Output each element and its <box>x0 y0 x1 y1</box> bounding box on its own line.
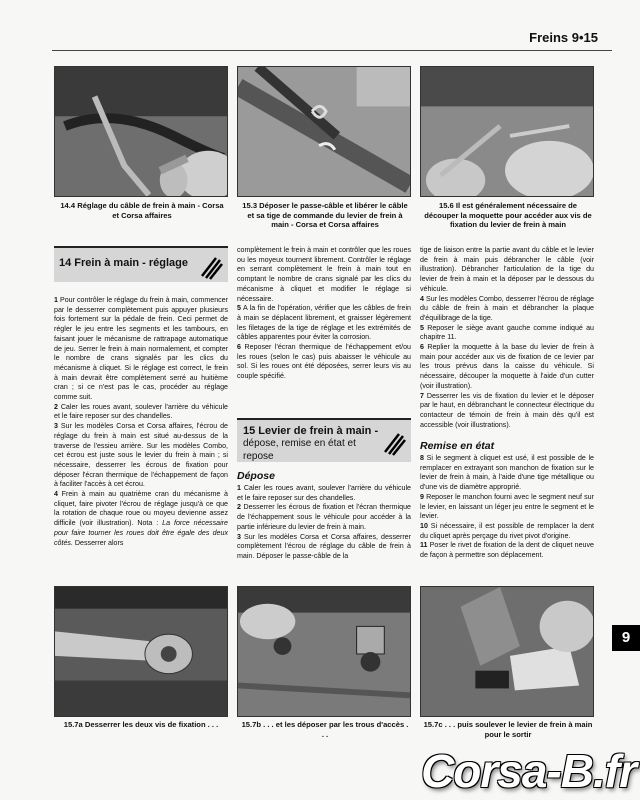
subheading-depose: Dépose <box>237 470 275 482</box>
paragraph-15-3: 3 Sur les modèles Corsa et Corsa affaires, desserrer complètement l'écrou de réglage du câble de frein à main. Déposer le passe-câble de la <box>237 532 411 560</box>
page-title: Freins 9•15 <box>529 30 598 45</box>
photo-14-4 <box>54 66 228 197</box>
paragraph-15-5: 5 Reposer le siège avant gauche comme indiqué au chapitre 11. <box>420 323 594 342</box>
paragraph-14-2: 2 Caler les roues avant, soulever l'arrière du véhicule et le faire reposer sur des chandelles. <box>54 402 228 421</box>
paragraph-14-4: 4 Frein à main au quatrième cran du mécanisme à cliquet, faire pivoter l'écrou de réglage jusqu'à ce que la rotation de chaque roue ou moyeu devienne assez difficile (voir illustration). Nota : La force nécessaire pour faire tourner les roues doit être égale des deux côtés. Desserrer alors <box>54 490 228 547</box>
photo-15-3 <box>237 66 411 197</box>
column-3-remise <box>420 454 594 561</box>
watermark-logo: Corsa-B.fr <box>421 745 636 797</box>
photo-15-7c <box>420 586 594 717</box>
caption-14-4: 14.4 Réglage du câble de frein à main - Corsa et Corsa affaires <box>60 201 224 220</box>
caption-15-7c: 15.7c . . . puis soulever le levier de frein à main pour le sortir <box>423 720 593 739</box>
column-2 <box>237 246 411 382</box>
paragraph-14-5: 5 A la fin de l'opération, vérifier que les câbles de frein à main se déplacent librement, et graisser légèrement les filetages de la tige de réglage et les extrémités de câbles apparentes pour éviter la corrosion. <box>237 304 411 342</box>
chapter-tab: 9 <box>612 625 640 651</box>
spanner-icon <box>381 428 407 456</box>
paragraph-15-4: 4 Sur les modèles Combo, desserrer l'écrou de réglage du câble de frein à main et débrancher la plaque d'équilibrage de la tige. <box>420 294 594 322</box>
section-15-subtitle: dépose, remise en état et repose <box>243 438 356 462</box>
paragraph-15-10: 10 Si nécessaire, il est possible de remplacer la dent du cliquet après perçage du rivet pivot d'origine. <box>420 521 594 540</box>
section-14-title: 14 Frein à main - réglage <box>59 257 188 269</box>
paragraph-15-7: 7 Desserrer les vis de fixation du levier et le déposer par le haut, en débranchant le connecteur électrique du contacteur de témoin de frein à main dès qu'il est accessible (voir illustrations). <box>420 391 594 429</box>
paragraph-14-1: 1 Pour contrôler le réglage du frein à main, commencer par le desserrer complètement puis appuyer plusieurs fois fortement sur la pédale de frein. Ceci permet de régler le jeu entre les segments et les tambours, en faisant jouer le mécanisme de rattrapage automatique de jeu. Serrer le frein à main normalement, et compter le nombre de crans signalés par les clics du mécanisme à cliquet. Si le réglage est correct, le frein à main devrait être complètement serré au huitième cran ; si ce n'est pas le cas, procéder au réglage comme suit. <box>54 296 228 402</box>
page-header <box>52 30 612 50</box>
subheading-remise: Remise en état <box>420 440 495 452</box>
paragraph-15-3-cont: tige de liaison entre la partie avant du câble et le levier de frein à main puis débrancher le câble (voir illustration). Débrancher l'articulation de la tige du levier de frein à main et la déposer par le dessous du véhicule. <box>420 246 594 293</box>
photo-15-7a <box>54 586 228 717</box>
paragraph-14-3: 3 Sur les modèles Corsa et Corsa affaires, l'écrou de réglage du frein à main est situé au-dessus de la traverse de l'essieu arrière. Sur les modèles Combo, cet écrou est juste sous le levier du frein à main ; si nécessaire, desserrer les écrous de fixation pour déposer l'écran thermique de l'échappement de façon à faciliter l'accès à cet écrou. <box>54 422 228 489</box>
section-14-heading <box>54 246 228 282</box>
caption-15-3: 15.3 Déposer le passe-câble et libérer le câble et sa tige de commande du levier de frein à main - Corsa et Corsa affaires <box>242 201 408 229</box>
paragraph-14-4-cont: complètement le frein à main et contrôler que les roues ou les moyeux tournent librement. Contrôler le réglage en serrant complètement le frein à main tout en comptant le nombre de crans signalé par les clics du mécanisme à cliquet et modifier le réglage si nécessaire. <box>237 246 411 303</box>
caption-15-6: 15.6 Il est généralement nécessaire de découper la moquette pour accéder aux vis de fixation du levier de frein à main <box>424 201 592 229</box>
paragraph-15-11: 11 Poser le rivet de fixation de la dent de cliquet neuve de façon à permettre son déplacement. <box>420 541 594 560</box>
column-2-depose <box>237 484 411 562</box>
caption-15-7b: 15.7b . . . et les déposer par les trous d'accès . . . <box>241 720 409 739</box>
paragraph-14-6: 6 Reposer l'écran thermique de l'échappement et/ou les roues (selon le cas) puis abaisser le véhicule au sol. Si les roues ont été déposées, serrer leurs vis au couple spécifié. <box>237 343 411 381</box>
spanner-icon <box>198 252 224 280</box>
photo-15-6 <box>420 66 594 197</box>
paragraph-15-2: 2 Desserrer les écrous de fixation et l'écran thermique de l'échappement sous le véhicule pour accéder à la partie inférieure du levier de frein à main. <box>237 503 411 531</box>
paragraph-15-9: 9 Reposer le manchon fourni avec le segment neuf sur le levier, en laissant un léger jeu entre le segment et le levier. <box>420 492 594 521</box>
section-15-heading <box>237 418 411 462</box>
paragraph-15-8: 8 Si le segment à cliquet est usé, il est possible de le remplacer en extrayant son manchon de fixation sur le levier de frein à main, à l'aide d'une tige métallique ou d'une vis de diamètre approprié. <box>420 454 594 492</box>
section-15-title: 15 Levier de frein à main - dépose, remise en état et repose <box>243 425 379 462</box>
photo-15-7b <box>237 586 411 717</box>
column-3 <box>420 246 594 430</box>
paragraph-15-1: 1 Caler les roues avant, soulever l'arrière du véhicule et le faire reposer sur des chandelles. <box>237 484 411 502</box>
paragraph-15-6: 6 Replier la moquette à la base du levier de frein à main pour accéder aux vis de fixation de ce levier par les trous prévus dans la caisse du véhicule. Si nécessaire, découper la moquette à l'aide d'un cutter (voir illustration). <box>420 343 594 390</box>
header-rule <box>52 50 612 51</box>
column-1 <box>54 296 228 548</box>
caption-15-7a: 15.7a Desserrer les deux vis de fixation . . . <box>63 720 219 729</box>
